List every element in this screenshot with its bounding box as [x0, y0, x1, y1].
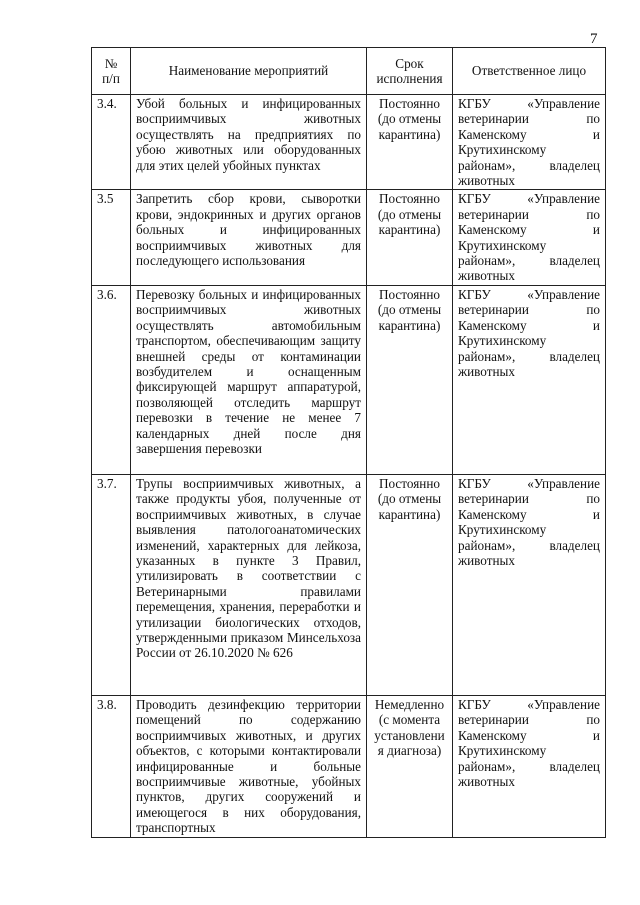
- measure-name: Перевозку больных и инфицированных восприимчивых животных осуществлять автомобильным транспортом, обеспечивающим защиту внешней среды от контаминации возбудителем и оснащенным фиксирующей маршрут аппаратурой, позволяющей отследить маршрут перевозки в течение не менее 7 календарных дней после дня завершения перевозки: [131, 285, 367, 474]
- measure-name: Трупы восприимчивых животных, а также продукты убоя, полученные от восприимчивых животных, в случае выявления патологоанатомических изменений, характерных для лейкоза, указанных в пункте 3 Правил, утилизировать в соответствии с Ветеринарными правилами перемещения, хранения, переработки и утилизации биологических отходов, утвержденными приказом Минсельхоза России от 26.10.2020 № 626: [131, 474, 367, 695]
- measure-responsible: КГБУ «Управление ветеринарии по Каменскому и Крутихинскому районам», владелец животных: [453, 95, 606, 190]
- measures-table: [91, 47, 606, 838]
- measure-responsible: КГБУ «Управление ветеринарии по Каменскому и Крутихинскому районам», владелец животных: [453, 190, 606, 285]
- header-name: [131, 48, 367, 95]
- page-number: 7: [590, 31, 598, 47]
- measure-responsible: КГБУ «Управление ветеринарии по Каменскому и Крутихинскому районам», владелец животных: [453, 474, 606, 695]
- row-number: 3.6.: [92, 285, 131, 474]
- table-row: [92, 285, 606, 474]
- measure-responsible: КГБУ «Управление ветеринарии по Каменскому и Крутихинскому районам», владелец животных: [453, 285, 606, 474]
- row-number: 3.5: [92, 190, 131, 285]
- row-number: 3.8.: [92, 695, 131, 837]
- header-num-label: № п/п: [102, 55, 120, 86]
- table-header-row: [92, 48, 606, 95]
- row-number: 3.4.: [92, 95, 131, 190]
- measure-term: Постоянно (до отмены карантина): [367, 285, 453, 474]
- header-responsible-label: Ответственное лицо: [471, 63, 587, 79]
- header-term-label: Срок исполнения: [376, 55, 443, 86]
- measure-name: Проводить дезинфекцию территории помещений по содержанию восприимчивых животных, и других объектов, с которыми контактировали инфицированные и больные восприимчивые животные, убойных пунктов, других сооружений и имеющегося в них оборудования, транспортных: [131, 695, 367, 837]
- measure-term: Постоянно (до отмены карантина): [367, 190, 453, 285]
- header-term: [367, 48, 453, 95]
- table-row: [92, 474, 606, 695]
- table-row: [92, 95, 606, 190]
- measure-name: Убой больных и инфицированных восприимчивых животных осуществлять на предприятиях по убою животных или оборудованных для этих целей убойных пунктах: [131, 95, 367, 190]
- measure-term: Постоянно (до отмены карантина): [367, 95, 453, 190]
- measure-responsible: КГБУ «Управление ветеринарии по Каменскому и Крутихинскому районам», владелец животных: [453, 695, 606, 837]
- row-number: 3.7.: [92, 474, 131, 695]
- header-responsible: [453, 48, 606, 95]
- table-row: [92, 190, 606, 285]
- header-name-label: Наименование мероприятий: [168, 63, 329, 79]
- measure-term: Постоянно (до отмены карантина): [367, 474, 453, 695]
- header-num: [92, 48, 131, 95]
- table-row: [92, 695, 606, 837]
- measure-name: Запретить сбор крови, сыворотки крови, эндокринных и других органов больных и инфицированных восприимчивых животных для последующего использования: [131, 190, 367, 285]
- measure-term: Немедленно (с момента установлени я диагноза): [367, 695, 453, 837]
